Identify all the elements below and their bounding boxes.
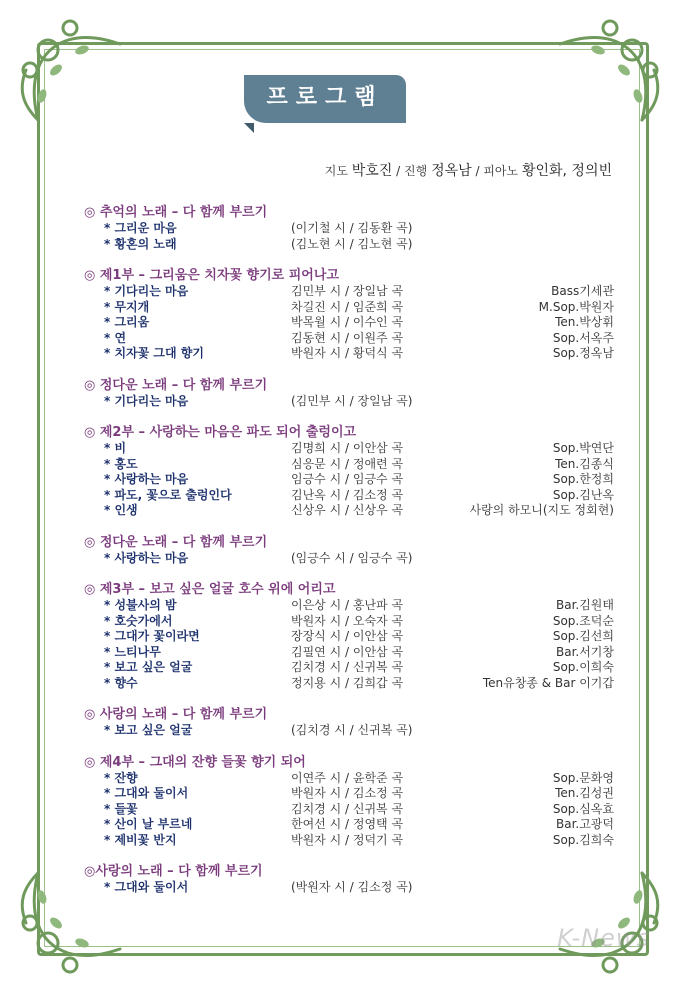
song-credit: (김노현 시 / 김노현 곡): [291, 236, 413, 251]
song-credit: 김난옥 시 / 김소정 곡: [291, 487, 404, 502]
song-row: [84, 346, 614, 362]
song-credit: 차길진 시 / 임준희 곡: [291, 299, 404, 314]
song-credit: 김민부 시 / 장일남 곡: [291, 284, 404, 298]
song-row: [84, 614, 614, 630]
song-row: [84, 441, 614, 457]
song-performer: Sop.김선희: [552, 629, 614, 643]
song-row: [84, 457, 614, 473]
program-section: [84, 863, 614, 896]
song-performer: Sop.박연단: [552, 441, 614, 455]
song-credit: 박원자 시 / 김소정 곡: [291, 786, 404, 800]
song-credit: (박원자 시 / 김소정 곡): [291, 880, 413, 894]
song-title: * 기다리는 마음: [104, 393, 189, 408]
song-credit: 심응문 시 / 정애련 곡: [291, 456, 404, 471]
song-row: [84, 300, 614, 316]
song-row: [84, 237, 614, 253]
song-credit: (이기철 시 / 김동환 곡): [291, 221, 413, 235]
song-row: [84, 723, 614, 739]
song-title: * 기다리는 마음: [104, 284, 189, 298]
song-title: * 보고 싶은 얼굴: [104, 660, 193, 674]
song-credit: 김필연 시 / 이안삼 곡: [291, 644, 404, 659]
song-row: [84, 660, 614, 676]
song-row: [84, 315, 614, 331]
song-title: * 느티나무: [104, 644, 161, 659]
pianist-names: 황인화, 정의빈: [521, 163, 612, 179]
program-section: [84, 204, 614, 252]
song-credit: 박목월 시 / 이수인 곡: [291, 315, 404, 329]
song-row: [84, 645, 614, 661]
program-section: [84, 581, 614, 691]
section-title: ◎ 정다운 노래 – 다 함께 부르기: [84, 534, 268, 550]
section-title: ◎ 제1부 – 그리움은 치자꽃 향기로 피어나고: [84, 268, 339, 283]
credit-separator: /: [475, 164, 480, 178]
song-row: [84, 676, 614, 692]
section-title: ◎ 정다운 노래 – 다 함께 부르기: [84, 377, 268, 393]
song-title: * 황혼의 노래: [104, 236, 177, 251]
song-title: * 호숫가에서: [104, 613, 173, 628]
ornament-top-right: [552, 10, 672, 130]
song-performer: Sop.조덕순: [552, 613, 614, 628]
program-section: [84, 377, 614, 410]
section-title: ◎ 추억의 노래 – 다 함께 부르기: [84, 205, 268, 220]
song-title: * 그리운 마음: [104, 221, 177, 235]
song-performer: M.Sop.박원자: [538, 299, 614, 314]
program-section: [84, 706, 614, 739]
song-credit: 박원자 시 / 오숙자 곡: [291, 613, 404, 628]
song-performer: Ten유창종 & Bar 이기갑: [482, 675, 614, 690]
song-credit: (임긍수 시 / 임긍수 곡): [291, 550, 413, 565]
song-performer: Sop.서옥주: [552, 330, 614, 345]
song-row: [84, 331, 614, 347]
program-section: [84, 754, 614, 849]
song-title: * 홍도: [104, 456, 138, 471]
song-row: [84, 551, 614, 567]
song-credit: (김치경 시 / 신귀복 곡): [291, 723, 413, 737]
song-credit: 박원자 시 / 정덕기 곡: [291, 832, 404, 847]
song-credit: (김민부 시 / 장일남 곡): [291, 393, 413, 408]
song-credit: 임긍수 시 / 임긍수 곡: [291, 472, 404, 486]
song-title: * 비: [104, 441, 127, 455]
piano-label: 피아노: [483, 164, 519, 178]
song-performer: Bass기세관: [551, 284, 614, 298]
song-title: * 치자꽃 그대 향기: [104, 346, 204, 360]
song-row: [84, 472, 614, 488]
song-credit: 신상우 시 / 신상우 곡: [291, 503, 404, 517]
song-row: [84, 786, 614, 802]
song-credit: 한여선 시 / 정영택 곡: [291, 817, 404, 831]
song-performer: Sop.김희숙: [552, 832, 614, 847]
song-title: * 그대와 둘이서: [104, 880, 189, 894]
song-title: * 산이 날 부르네: [104, 817, 193, 831]
song-row: [84, 802, 614, 818]
song-row: [84, 394, 614, 410]
song-row: [84, 503, 614, 519]
song-performer: Ten.김성권: [555, 786, 614, 800]
song-title: * 보고 싶은 얼굴: [104, 723, 193, 737]
director-label: 지도: [324, 164, 348, 178]
song-title: * 그대가 꽃이라면: [104, 629, 200, 643]
song-title: * 인생: [104, 503, 138, 517]
section-title: ◎ 제3부 – 보고 싶은 얼굴 호수 위에 어리고: [84, 582, 336, 597]
song-credit: 이연주 시 / 윤학준 곡: [291, 770, 404, 785]
song-row: [84, 598, 614, 614]
song-row: [84, 284, 614, 300]
song-row: [84, 629, 614, 645]
song-performer: Bar.김원태: [555, 598, 614, 612]
song-title: * 사랑하는 마음: [104, 550, 189, 565]
director-name: 박호진: [351, 163, 393, 179]
song-credit: 이은상 시 / 홍난파 곡: [291, 598, 404, 612]
song-title: * 들꽃: [104, 801, 138, 816]
program-section: [84, 267, 614, 362]
program-section: [84, 534, 614, 567]
song-title: * 그리움: [104, 315, 150, 329]
song-performer: Sop.이희숙: [552, 660, 614, 674]
song-title: * 사랑하는 마음: [104, 472, 189, 486]
song-performer: Sop.김난옥: [552, 487, 614, 502]
song-row: [84, 771, 614, 787]
section-title: ◎ 제2부 – 사랑하는 마음은 파도 되어 출렁이고: [84, 425, 357, 440]
song-row: [84, 488, 614, 504]
host-label: 진행: [404, 164, 428, 178]
song-credit: 장장식 시 / 이안삼 곡: [291, 629, 404, 643]
ornament-top-left: [8, 10, 128, 130]
song-title: * 그대와 둘이서: [104, 786, 189, 800]
song-performer: 사랑의 하모니(지도 정회현): [469, 503, 614, 517]
credit-separator: /: [396, 164, 401, 178]
section-title: ◎ 사랑의 노래 – 다 함께 부르기: [84, 707, 268, 722]
program-list: [84, 204, 614, 911]
song-title: * 제비꽃 반지: [104, 832, 177, 847]
page-title: 프로그램: [244, 75, 406, 123]
song-row: [84, 817, 614, 833]
song-credit: 김동현 시 / 이원주 곡: [291, 330, 404, 345]
song-title: * 파도, 꽃으로 출렁인다: [104, 487, 232, 502]
song-row: [84, 833, 614, 849]
song-title: * 연: [104, 330, 127, 345]
song-title: * 무지개: [104, 299, 150, 314]
song-performer: Ten.박상휘: [555, 315, 614, 329]
program-credits: [325, 160, 612, 180]
program-section: [84, 424, 614, 519]
song-performer: Sop.정옥남: [552, 346, 614, 360]
song-title: * 잔향: [104, 770, 138, 785]
section-title: ◎ 제4부 – 그대의 잔향 들꽃 향기 되어: [84, 754, 306, 770]
song-row: [84, 221, 614, 237]
song-performer: Bar.고광덕: [555, 817, 614, 831]
song-credit: 김명희 시 / 이안삼 곡: [291, 441, 404, 455]
section-title: ◎사랑의 노래 – 다 함께 부르기: [84, 864, 263, 879]
song-performer: Sop.한정희: [552, 472, 614, 486]
song-row: [84, 880, 614, 896]
song-title: * 성불사의 밤: [104, 598, 177, 612]
song-performer: Sop.문화영: [552, 770, 614, 785]
song-credit: 정지용 시 / 김희갑 곡: [291, 675, 404, 690]
song-title: * 향수: [104, 675, 138, 690]
watermark-logo: K-News: [557, 924, 650, 952]
song-performer: Ten.김종식: [555, 456, 614, 471]
song-credit: 김치경 시 / 신귀복 곡: [291, 801, 404, 816]
song-credit: 김치경 시 / 신귀복 곡: [291, 660, 404, 674]
song-performer: Sop.심옥효: [552, 801, 614, 816]
song-credit: 박원자 시 / 황덕식 곡: [291, 346, 404, 360]
song-performer: Bar.서기창: [555, 644, 614, 659]
host-name: 정옥남: [431, 163, 472, 179]
